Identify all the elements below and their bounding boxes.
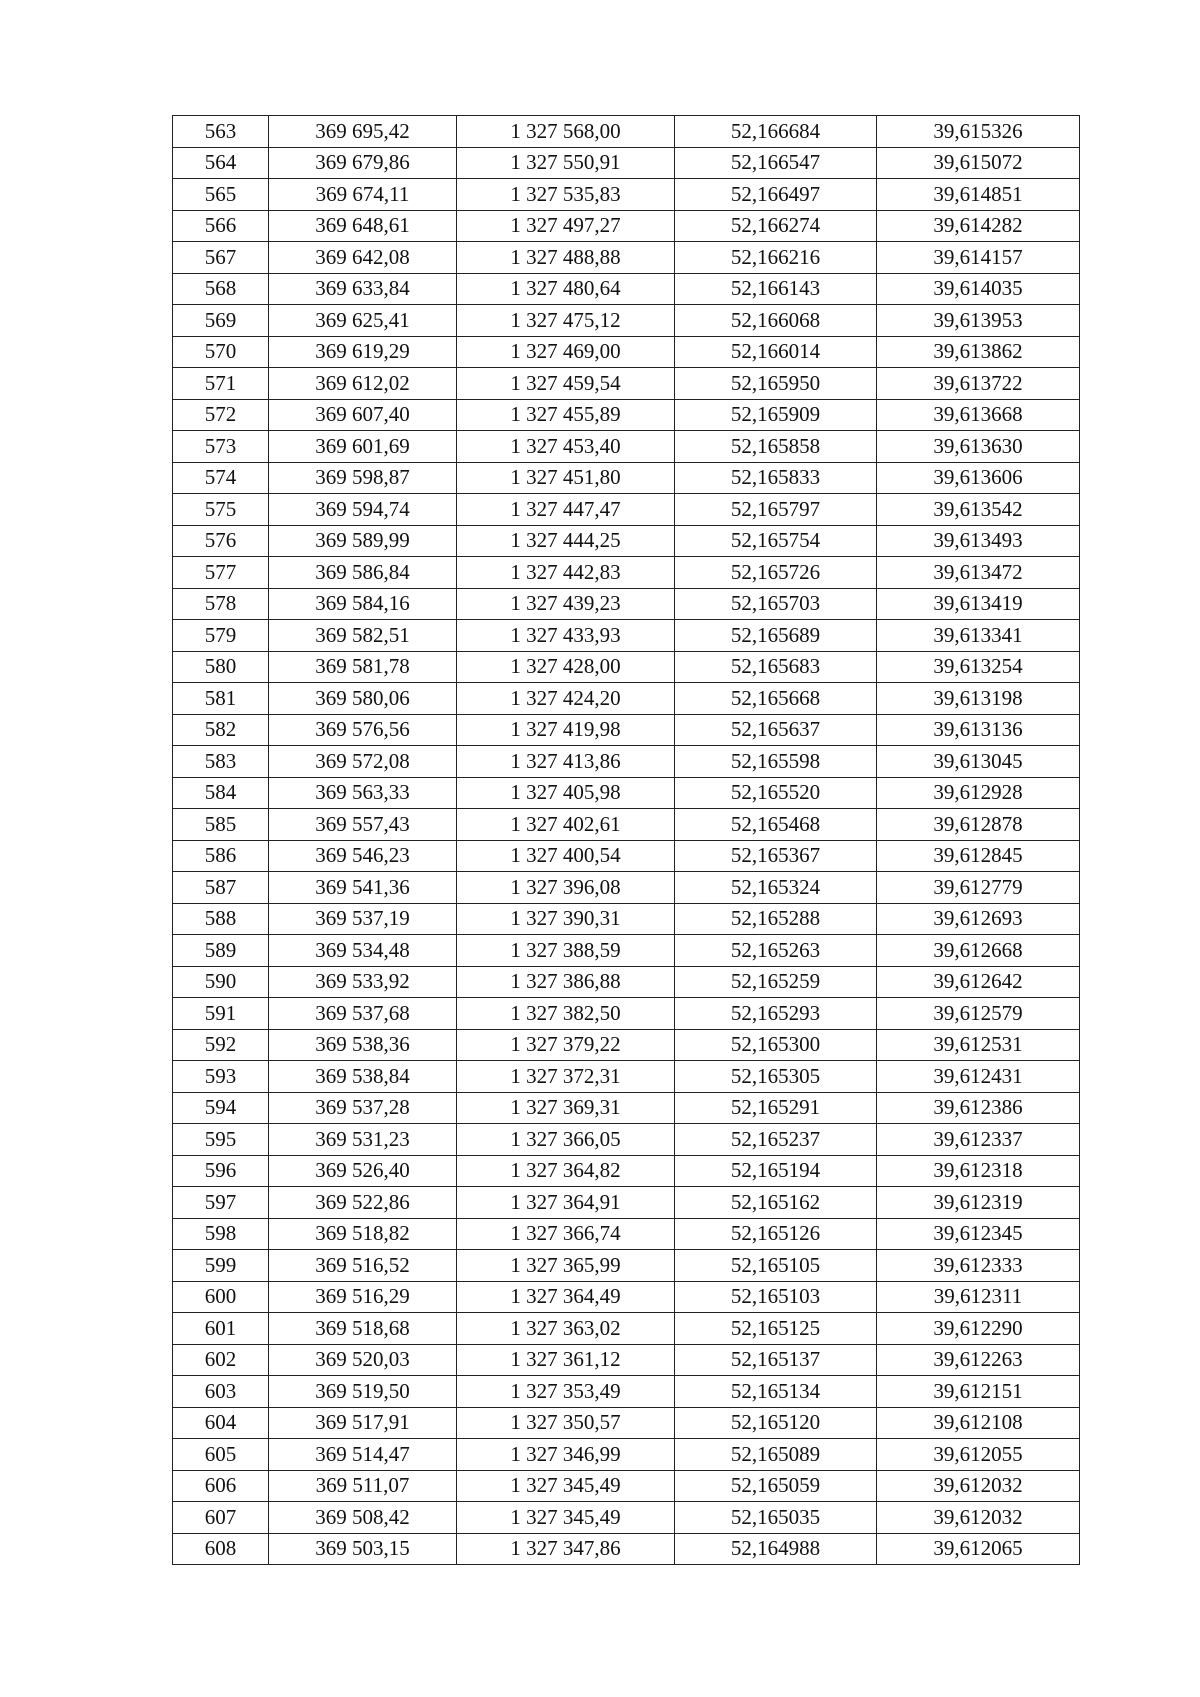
table-row <box>173 431 1080 463</box>
x-coordinate-cell: 369 517,91 <box>269 1407 457 1439</box>
latitude-cell: 52,165293 <box>675 998 877 1030</box>
point-number-cell: 570 <box>173 336 269 368</box>
table-row <box>173 210 1080 242</box>
x-coordinate-cell: 369 537,68 <box>269 998 457 1030</box>
longitude-cell: 39,615072 <box>877 147 1080 179</box>
y-coordinate-cell: 1 327 361,12 <box>457 1344 675 1376</box>
x-coordinate-cell: 369 619,29 <box>269 336 457 368</box>
point-number-cell: 574 <box>173 462 269 494</box>
point-number-cell: 586 <box>173 840 269 872</box>
x-coordinate-cell: 369 508,42 <box>269 1502 457 1534</box>
x-coordinate-cell: 369 541,36 <box>269 872 457 904</box>
x-coordinate-cell: 369 679,86 <box>269 147 457 179</box>
x-coordinate-cell: 369 695,42 <box>269 116 457 148</box>
x-coordinate-cell: 369 580,06 <box>269 683 457 715</box>
latitude-cell: 52,165520 <box>675 777 877 809</box>
point-number-cell: 573 <box>173 431 269 463</box>
latitude-cell: 52,166014 <box>675 336 877 368</box>
longitude-cell: 39,613953 <box>877 305 1080 337</box>
point-number-cell: 589 <box>173 935 269 967</box>
point-number-cell: 595 <box>173 1124 269 1156</box>
y-coordinate-cell: 1 327 550,91 <box>457 147 675 179</box>
point-number-cell: 584 <box>173 777 269 809</box>
table-row <box>173 1218 1080 1250</box>
point-number-cell: 596 <box>173 1155 269 1187</box>
longitude-cell: 39,612108 <box>877 1407 1080 1439</box>
longitude-cell: 39,612263 <box>877 1344 1080 1376</box>
longitude-cell: 39,613722 <box>877 368 1080 400</box>
table-row <box>173 683 1080 715</box>
x-coordinate-cell: 369 534,48 <box>269 935 457 967</box>
y-coordinate-cell: 1 327 345,49 <box>457 1470 675 1502</box>
longitude-cell: 39,612333 <box>877 1250 1080 1282</box>
latitude-cell: 52,165134 <box>675 1376 877 1408</box>
longitude-cell: 39,613630 <box>877 431 1080 463</box>
x-coordinate-cell: 369 648,61 <box>269 210 457 242</box>
point-number-cell: 604 <box>173 1407 269 1439</box>
table-row <box>173 872 1080 904</box>
table-row <box>173 179 1080 211</box>
y-coordinate-cell: 1 327 369,31 <box>457 1092 675 1124</box>
longitude-cell: 39,612151 <box>877 1376 1080 1408</box>
y-coordinate-cell: 1 327 364,49 <box>457 1281 675 1313</box>
y-coordinate-cell: 1 327 346,99 <box>457 1439 675 1471</box>
x-coordinate-cell: 369 589,99 <box>269 525 457 557</box>
latitude-cell: 52,165259 <box>675 966 877 998</box>
latitude-cell: 52,166143 <box>675 273 877 305</box>
table-row <box>173 1439 1080 1471</box>
latitude-cell: 52,165126 <box>675 1218 877 1250</box>
point-number-cell: 591 <box>173 998 269 1030</box>
point-number-cell: 599 <box>173 1250 269 1282</box>
longitude-cell: 39,613862 <box>877 336 1080 368</box>
x-coordinate-cell: 369 642,08 <box>269 242 457 274</box>
point-number-cell: 598 <box>173 1218 269 1250</box>
latitude-cell: 52,166497 <box>675 179 877 211</box>
point-number-cell: 605 <box>173 1439 269 1471</box>
longitude-cell: 39,613045 <box>877 746 1080 778</box>
table-row <box>173 336 1080 368</box>
table-row <box>173 1281 1080 1313</box>
latitude-cell: 52,165367 <box>675 840 877 872</box>
point-number-cell: 568 <box>173 273 269 305</box>
point-number-cell: 563 <box>173 116 269 148</box>
latitude-cell: 52,165797 <box>675 494 877 526</box>
table-row <box>173 935 1080 967</box>
latitude-cell: 52,166216 <box>675 242 877 274</box>
latitude-cell: 52,165726 <box>675 557 877 589</box>
y-coordinate-cell: 1 327 433,93 <box>457 620 675 652</box>
table-row <box>173 242 1080 274</box>
table-row <box>173 1061 1080 1093</box>
longitude-cell: 39,613136 <box>877 714 1080 746</box>
longitude-cell: 39,614035 <box>877 273 1080 305</box>
longitude-cell: 39,612032 <box>877 1470 1080 1502</box>
x-coordinate-cell: 369 557,43 <box>269 809 457 841</box>
latitude-cell: 52,165288 <box>675 903 877 935</box>
y-coordinate-cell: 1 327 439,23 <box>457 588 675 620</box>
x-coordinate-cell: 369 514,47 <box>269 1439 457 1471</box>
x-coordinate-cell: 369 516,29 <box>269 1281 457 1313</box>
y-coordinate-cell: 1 327 379,22 <box>457 1029 675 1061</box>
table-row <box>173 147 1080 179</box>
point-number-cell: 582 <box>173 714 269 746</box>
latitude-cell: 52,165668 <box>675 683 877 715</box>
x-coordinate-cell: 369 519,50 <box>269 1376 457 1408</box>
y-coordinate-cell: 1 327 365,99 <box>457 1250 675 1282</box>
y-coordinate-cell: 1 327 353,49 <box>457 1376 675 1408</box>
latitude-cell: 52,164988 <box>675 1533 877 1565</box>
longitude-cell: 39,613254 <box>877 651 1080 683</box>
x-coordinate-cell: 369 546,23 <box>269 840 457 872</box>
longitude-cell: 39,612531 <box>877 1029 1080 1061</box>
point-number-cell: 594 <box>173 1092 269 1124</box>
y-coordinate-cell: 1 327 402,61 <box>457 809 675 841</box>
point-number-cell: 590 <box>173 966 269 998</box>
table-row <box>173 1155 1080 1187</box>
coordinates-table-body <box>173 116 1080 1565</box>
longitude-cell: 39,612693 <box>877 903 1080 935</box>
x-coordinate-cell: 369 522,86 <box>269 1187 457 1219</box>
point-number-cell: 579 <box>173 620 269 652</box>
latitude-cell: 52,165703 <box>675 588 877 620</box>
latitude-cell: 52,165162 <box>675 1187 877 1219</box>
latitude-cell: 52,165103 <box>675 1281 877 1313</box>
point-number-cell: 601 <box>173 1313 269 1345</box>
longitude-cell: 39,612032 <box>877 1502 1080 1534</box>
longitude-cell: 39,612668 <box>877 935 1080 967</box>
x-coordinate-cell: 369 601,69 <box>269 431 457 463</box>
x-coordinate-cell: 369 594,74 <box>269 494 457 526</box>
latitude-cell: 52,165105 <box>675 1250 877 1282</box>
y-coordinate-cell: 1 327 451,80 <box>457 462 675 494</box>
longitude-cell: 39,613493 <box>877 525 1080 557</box>
latitude-cell: 52,165689 <box>675 620 877 652</box>
longitude-cell: 39,613606 <box>877 462 1080 494</box>
coordinates-table <box>172 115 1080 1565</box>
table-row <box>173 1313 1080 1345</box>
y-coordinate-cell: 1 327 396,08 <box>457 872 675 904</box>
y-coordinate-cell: 1 327 475,12 <box>457 305 675 337</box>
y-coordinate-cell: 1 327 372,31 <box>457 1061 675 1093</box>
longitude-cell: 39,613341 <box>877 620 1080 652</box>
table-row <box>173 399 1080 431</box>
table-row <box>173 651 1080 683</box>
table-row <box>173 494 1080 526</box>
point-number-cell: 578 <box>173 588 269 620</box>
x-coordinate-cell: 369 537,28 <box>269 1092 457 1124</box>
table-row <box>173 116 1080 148</box>
y-coordinate-cell: 1 327 366,74 <box>457 1218 675 1250</box>
table-row <box>173 1029 1080 1061</box>
latitude-cell: 52,165194 <box>675 1155 877 1187</box>
longitude-cell: 39,612055 <box>877 1439 1080 1471</box>
y-coordinate-cell: 1 327 453,40 <box>457 431 675 463</box>
longitude-cell: 39,613198 <box>877 683 1080 715</box>
latitude-cell: 52,165754 <box>675 525 877 557</box>
point-number-cell: 597 <box>173 1187 269 1219</box>
table-row <box>173 368 1080 400</box>
y-coordinate-cell: 1 327 382,50 <box>457 998 675 1030</box>
longitude-cell: 39,612386 <box>877 1092 1080 1124</box>
table-row <box>173 305 1080 337</box>
y-coordinate-cell: 1 327 413,86 <box>457 746 675 778</box>
table-row <box>173 714 1080 746</box>
latitude-cell: 52,166274 <box>675 210 877 242</box>
longitude-cell: 39,612290 <box>877 1313 1080 1345</box>
x-coordinate-cell: 369 518,82 <box>269 1218 457 1250</box>
y-coordinate-cell: 1 327 366,05 <box>457 1124 675 1156</box>
table-row <box>173 1376 1080 1408</box>
point-number-cell: 567 <box>173 242 269 274</box>
x-coordinate-cell: 369 538,36 <box>269 1029 457 1061</box>
table-row <box>173 966 1080 998</box>
latitude-cell: 52,165305 <box>675 1061 877 1093</box>
point-number-cell: 587 <box>173 872 269 904</box>
x-coordinate-cell: 369 533,92 <box>269 966 457 998</box>
latitude-cell: 52,165468 <box>675 809 877 841</box>
longitude-cell: 39,612579 <box>877 998 1080 1030</box>
table-row <box>173 998 1080 1030</box>
y-coordinate-cell: 1 327 400,54 <box>457 840 675 872</box>
y-coordinate-cell: 1 327 442,83 <box>457 557 675 589</box>
latitude-cell: 52,165035 <box>675 1502 877 1534</box>
y-coordinate-cell: 1 327 347,86 <box>457 1533 675 1565</box>
longitude-cell: 39,612928 <box>877 777 1080 809</box>
point-number-cell: 571 <box>173 368 269 400</box>
longitude-cell: 39,614851 <box>877 179 1080 211</box>
latitude-cell: 52,165324 <box>675 872 877 904</box>
longitude-cell: 39,614157 <box>877 242 1080 274</box>
latitude-cell: 52,166684 <box>675 116 877 148</box>
longitude-cell: 39,612779 <box>877 872 1080 904</box>
latitude-cell: 52,165637 <box>675 714 877 746</box>
point-number-cell: 602 <box>173 1344 269 1376</box>
point-number-cell: 580 <box>173 651 269 683</box>
latitude-cell: 52,165137 <box>675 1344 877 1376</box>
point-number-cell: 581 <box>173 683 269 715</box>
table-row <box>173 903 1080 935</box>
x-coordinate-cell: 369 576,56 <box>269 714 457 746</box>
x-coordinate-cell: 369 503,15 <box>269 1533 457 1565</box>
x-coordinate-cell: 369 586,84 <box>269 557 457 589</box>
x-coordinate-cell: 369 581,78 <box>269 651 457 683</box>
table-row <box>173 273 1080 305</box>
latitude-cell: 52,165950 <box>675 368 877 400</box>
longitude-cell: 39,614282 <box>877 210 1080 242</box>
x-coordinate-cell: 369 612,02 <box>269 368 457 400</box>
longitude-cell: 39,612431 <box>877 1061 1080 1093</box>
table-row <box>173 557 1080 589</box>
point-number-cell: 588 <box>173 903 269 935</box>
x-coordinate-cell: 369 633,84 <box>269 273 457 305</box>
longitude-cell: 39,613668 <box>877 399 1080 431</box>
x-coordinate-cell: 369 538,84 <box>269 1061 457 1093</box>
y-coordinate-cell: 1 327 455,89 <box>457 399 675 431</box>
point-number-cell: 565 <box>173 179 269 211</box>
table-row <box>173 1344 1080 1376</box>
longitude-cell: 39,612878 <box>877 809 1080 841</box>
table-row <box>173 620 1080 652</box>
latitude-cell: 52,165833 <box>675 462 877 494</box>
latitude-cell: 52,165683 <box>675 651 877 683</box>
latitude-cell: 52,165237 <box>675 1124 877 1156</box>
x-coordinate-cell: 369 584,16 <box>269 588 457 620</box>
y-coordinate-cell: 1 327 428,00 <box>457 651 675 683</box>
table-row <box>173 462 1080 494</box>
x-coordinate-cell: 369 598,87 <box>269 462 457 494</box>
point-number-cell: 566 <box>173 210 269 242</box>
y-coordinate-cell: 1 327 386,88 <box>457 966 675 998</box>
y-coordinate-cell: 1 327 405,98 <box>457 777 675 809</box>
y-coordinate-cell: 1 327 363,02 <box>457 1313 675 1345</box>
x-coordinate-cell: 369 674,11 <box>269 179 457 211</box>
x-coordinate-cell: 369 518,68 <box>269 1313 457 1345</box>
latitude-cell: 52,165125 <box>675 1313 877 1345</box>
table-row <box>173 588 1080 620</box>
latitude-cell: 52,166068 <box>675 305 877 337</box>
longitude-cell: 39,612065 <box>877 1533 1080 1565</box>
y-coordinate-cell: 1 327 364,82 <box>457 1155 675 1187</box>
y-coordinate-cell: 1 327 447,47 <box>457 494 675 526</box>
table-row <box>173 746 1080 778</box>
y-coordinate-cell: 1 327 568,00 <box>457 116 675 148</box>
table-row <box>173 840 1080 872</box>
point-number-cell: 564 <box>173 147 269 179</box>
point-number-cell: 572 <box>173 399 269 431</box>
point-number-cell: 608 <box>173 1533 269 1565</box>
table-row <box>173 1533 1080 1565</box>
y-coordinate-cell: 1 327 345,49 <box>457 1502 675 1534</box>
latitude-cell: 52,165300 <box>675 1029 877 1061</box>
y-coordinate-cell: 1 327 459,54 <box>457 368 675 400</box>
point-number-cell: 592 <box>173 1029 269 1061</box>
point-number-cell: 575 <box>173 494 269 526</box>
point-number-cell: 569 <box>173 305 269 337</box>
longitude-cell: 39,613472 <box>877 557 1080 589</box>
latitude-cell: 52,165263 <box>675 935 877 967</box>
x-coordinate-cell: 369 531,23 <box>269 1124 457 1156</box>
y-coordinate-cell: 1 327 388,59 <box>457 935 675 967</box>
x-coordinate-cell: 369 572,08 <box>269 746 457 778</box>
table-row <box>173 777 1080 809</box>
point-number-cell: 603 <box>173 1376 269 1408</box>
y-coordinate-cell: 1 327 497,27 <box>457 210 675 242</box>
point-number-cell: 593 <box>173 1061 269 1093</box>
point-number-cell: 583 <box>173 746 269 778</box>
x-coordinate-cell: 369 526,40 <box>269 1155 457 1187</box>
point-number-cell: 585 <box>173 809 269 841</box>
latitude-cell: 52,165059 <box>675 1470 877 1502</box>
x-coordinate-cell: 369 582,51 <box>269 620 457 652</box>
y-coordinate-cell: 1 327 480,64 <box>457 273 675 305</box>
y-coordinate-cell: 1 327 424,20 <box>457 683 675 715</box>
table-row <box>173 1124 1080 1156</box>
table-row <box>173 1470 1080 1502</box>
table-row <box>173 1187 1080 1219</box>
table-row <box>173 1250 1080 1282</box>
point-number-cell: 600 <box>173 1281 269 1313</box>
longitude-cell: 39,613419 <box>877 588 1080 620</box>
point-number-cell: 577 <box>173 557 269 589</box>
longitude-cell: 39,615326 <box>877 116 1080 148</box>
y-coordinate-cell: 1 327 350,57 <box>457 1407 675 1439</box>
y-coordinate-cell: 1 327 364,91 <box>457 1187 675 1219</box>
table-row <box>173 1407 1080 1439</box>
table-row <box>173 1502 1080 1534</box>
x-coordinate-cell: 369 511,07 <box>269 1470 457 1502</box>
latitude-cell: 52,165598 <box>675 746 877 778</box>
longitude-cell: 39,612319 <box>877 1187 1080 1219</box>
longitude-cell: 39,612311 <box>877 1281 1080 1313</box>
longitude-cell: 39,613542 <box>877 494 1080 526</box>
y-coordinate-cell: 1 327 444,25 <box>457 525 675 557</box>
longitude-cell: 39,612337 <box>877 1124 1080 1156</box>
table-row <box>173 525 1080 557</box>
x-coordinate-cell: 369 607,40 <box>269 399 457 431</box>
latitude-cell: 52,165858 <box>675 431 877 463</box>
point-number-cell: 606 <box>173 1470 269 1502</box>
y-coordinate-cell: 1 327 488,88 <box>457 242 675 274</box>
y-coordinate-cell: 1 327 535,83 <box>457 179 675 211</box>
x-coordinate-cell: 369 520,03 <box>269 1344 457 1376</box>
y-coordinate-cell: 1 327 419,98 <box>457 714 675 746</box>
latitude-cell: 52,165291 <box>675 1092 877 1124</box>
y-coordinate-cell: 1 327 469,00 <box>457 336 675 368</box>
x-coordinate-cell: 369 537,19 <box>269 903 457 935</box>
y-coordinate-cell: 1 327 390,31 <box>457 903 675 935</box>
x-coordinate-cell: 369 563,33 <box>269 777 457 809</box>
table-row <box>173 809 1080 841</box>
latitude-cell: 52,165909 <box>675 399 877 431</box>
point-number-cell: 576 <box>173 525 269 557</box>
latitude-cell: 52,166547 <box>675 147 877 179</box>
longitude-cell: 39,612318 <box>877 1155 1080 1187</box>
longitude-cell: 39,612345 <box>877 1218 1080 1250</box>
x-coordinate-cell: 369 516,52 <box>269 1250 457 1282</box>
longitude-cell: 39,612642 <box>877 966 1080 998</box>
x-coordinate-cell: 369 625,41 <box>269 305 457 337</box>
point-number-cell: 607 <box>173 1502 269 1534</box>
latitude-cell: 52,165120 <box>675 1407 877 1439</box>
table-row <box>173 1092 1080 1124</box>
latitude-cell: 52,165089 <box>675 1439 877 1471</box>
longitude-cell: 39,612845 <box>877 840 1080 872</box>
